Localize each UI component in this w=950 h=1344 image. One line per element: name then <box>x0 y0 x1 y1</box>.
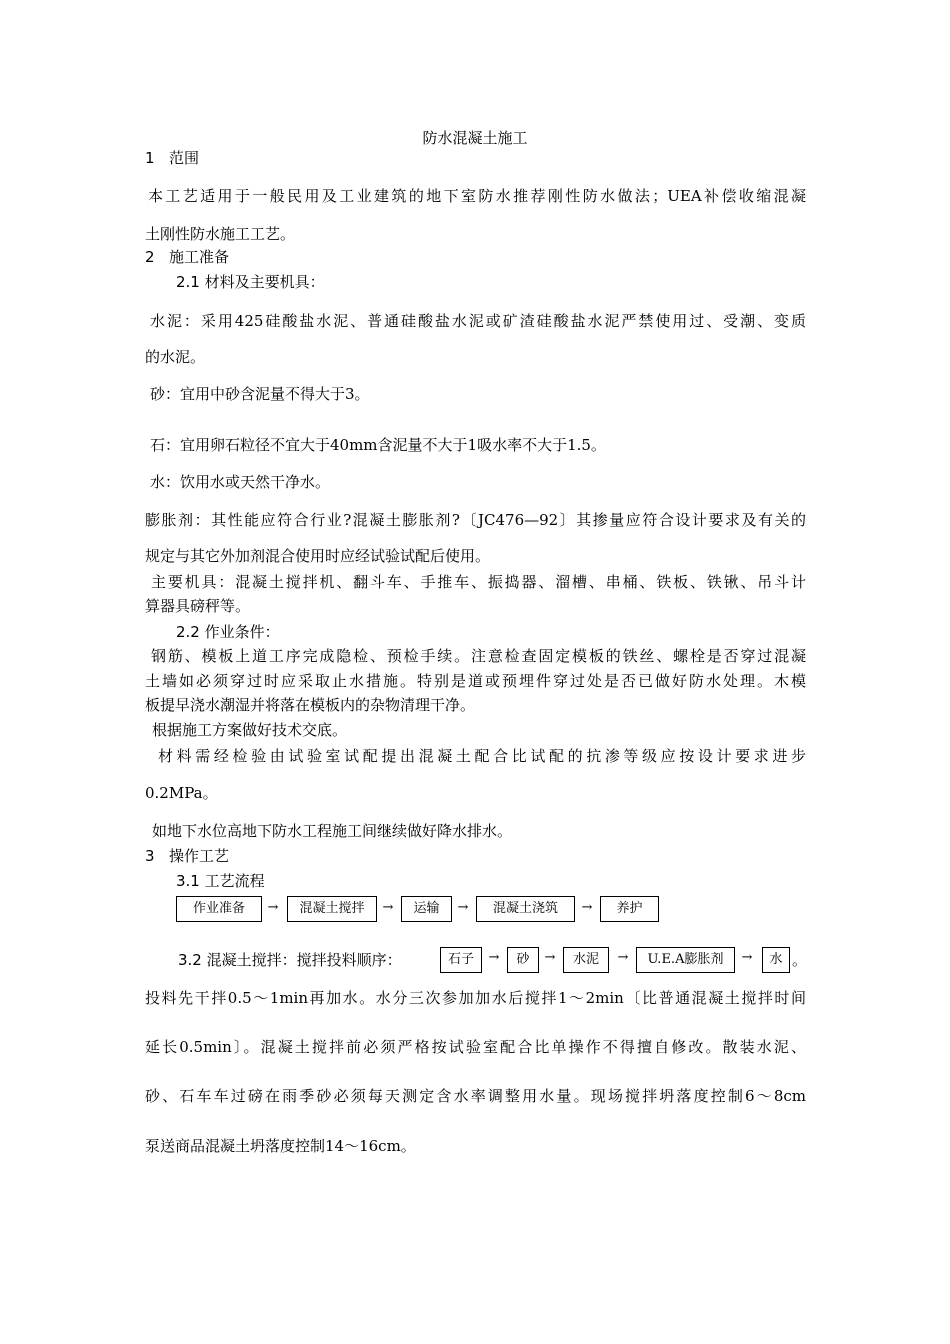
section-1-heading: 1 范围 <box>145 149 200 167</box>
flow-step-curing: 养护 <box>600 896 659 922</box>
flow-arrow-1: → <box>267 900 279 915</box>
cement-line-2: 的水泥。 <box>145 348 206 366</box>
subsection-3-2: 3.2 混凝土搅拌：搅拌投料顺序： <box>178 951 402 969</box>
flow-step-mixing: 混凝土搅拌 <box>287 896 377 922</box>
condition-line-3: 板提早浇水潮湿并将落在模板内的杂物清理干净。 <box>145 696 476 714</box>
feed-step-cement: 水泥 <box>563 947 609 973</box>
section-3-heading: 3 操作工艺 <box>145 847 230 865</box>
flow-arrow-4: → <box>581 900 593 915</box>
dewater-text: 如地下水位高地下防水工程施工间继续做好降水排水。 <box>152 822 513 840</box>
subsection-3-1: 3.1 工艺流程 <box>176 872 265 890</box>
flow-arrow-3: → <box>457 900 469 915</box>
feed-arrow-4: → <box>741 950 753 965</box>
condition-line-1: 钢筋、模板上道工序完成隐检、预检手续。注意检查固定模板的铁丝、螺栓是否穿过混凝 <box>151 647 806 665</box>
plan-text: 根据施工方案做好技术交底。 <box>152 721 348 739</box>
page-title: 防水混凝土施工 <box>422 129 528 147</box>
feed-step-uea: U.E.A膨胀剂 <box>636 947 735 973</box>
flow-step-pouring: 混凝土浇筑 <box>476 896 575 922</box>
tools-line-2: 算器具磅秤等。 <box>145 597 251 615</box>
scope-line-1: 本工艺适用于一般民用及工业建筑的地下室防水推荐刚性防水做法；UEA补偿收缩混凝 <box>148 187 806 205</box>
section-2-heading: 2 施工准备 <box>145 248 230 266</box>
feed-end-mark: 。 <box>792 951 808 969</box>
feed-arrow-1: → <box>488 950 500 965</box>
test-line-1: 材料需经检验由试验室试配提出混凝土配合比试配的抗渗等级应按设计要求进步 <box>158 747 806 765</box>
subsection-2-2: 2.2 作业条件： <box>176 623 280 641</box>
condition-line-2: 土墙如必须穿过时应采取止水措施。特别是道或预埋件穿过处是否已做好防水处理。木模 <box>145 672 806 690</box>
water-text: 水：饮用水或天然干净水。 <box>150 473 331 491</box>
mix-line-4: 泵送商品混凝土坍落度控制14～16cm。 <box>145 1137 416 1155</box>
expander-line-1: 膨胀剂：其性能应符合行业?混凝土膨胀剂?〔JC476—92〕其掺量应符合设计要求及有关的 <box>145 511 806 529</box>
test-line-2: 0.2MPa。 <box>145 784 218 802</box>
feed-step-sand: 砂 <box>507 947 539 973</box>
feed-step-stone: 石子 <box>440 947 482 973</box>
flow-step-transport: 运输 <box>401 896 452 922</box>
expander-line-2: 规定与其它外加剂混合使用时应经试验试配后使用。 <box>145 547 491 565</box>
stone-text: 石：宜用卵石粒径不宜大于40mm含泥量不大于1吸水率不大于1.5。 <box>150 436 606 454</box>
sand-text: 砂：宜用中砂含泥量不得大于3。 <box>150 385 370 403</box>
feed-arrow-2: → <box>544 950 556 965</box>
tools-line-1: 主要机具：混凝土搅拌机、翻斗车、手推车、振捣器、溜槽、串桶、铁板、铁锹、吊斗计 <box>151 573 806 591</box>
mix-line-1: 投料先干拌0.5～1min再加水。水分三次参加加水后搅拌1～2min〔比普通混凝土搅拌时间 <box>145 989 806 1007</box>
cement-line-1: 水泥：采用425硅酸盐水泥、普通硅酸盐水泥或矿渣硅酸盐水泥严禁使用过、受潮、变质 <box>150 312 806 330</box>
feed-step-water: 水 <box>762 947 790 973</box>
scope-line-2: 土刚性防水施工工艺。 <box>145 225 296 243</box>
flow-arrow-2: → <box>382 900 394 915</box>
flow-step-prepare: 作业准备 <box>176 896 262 922</box>
mix-line-3: 砂、石车车过磅在雨季砂必须每天测定含水率调整用水量。现场搅拌坍落度控制6～8cm <box>145 1087 806 1105</box>
feed-arrow-3: → <box>617 950 629 965</box>
mix-line-2: 延长0.5min〕。混凝土搅拌前必须严格按试验室配合比单操作不得擅自修改。散装水泥、 <box>145 1038 806 1056</box>
subsection-2-1: 2.1 材料及主要机具： <box>176 273 325 291</box>
